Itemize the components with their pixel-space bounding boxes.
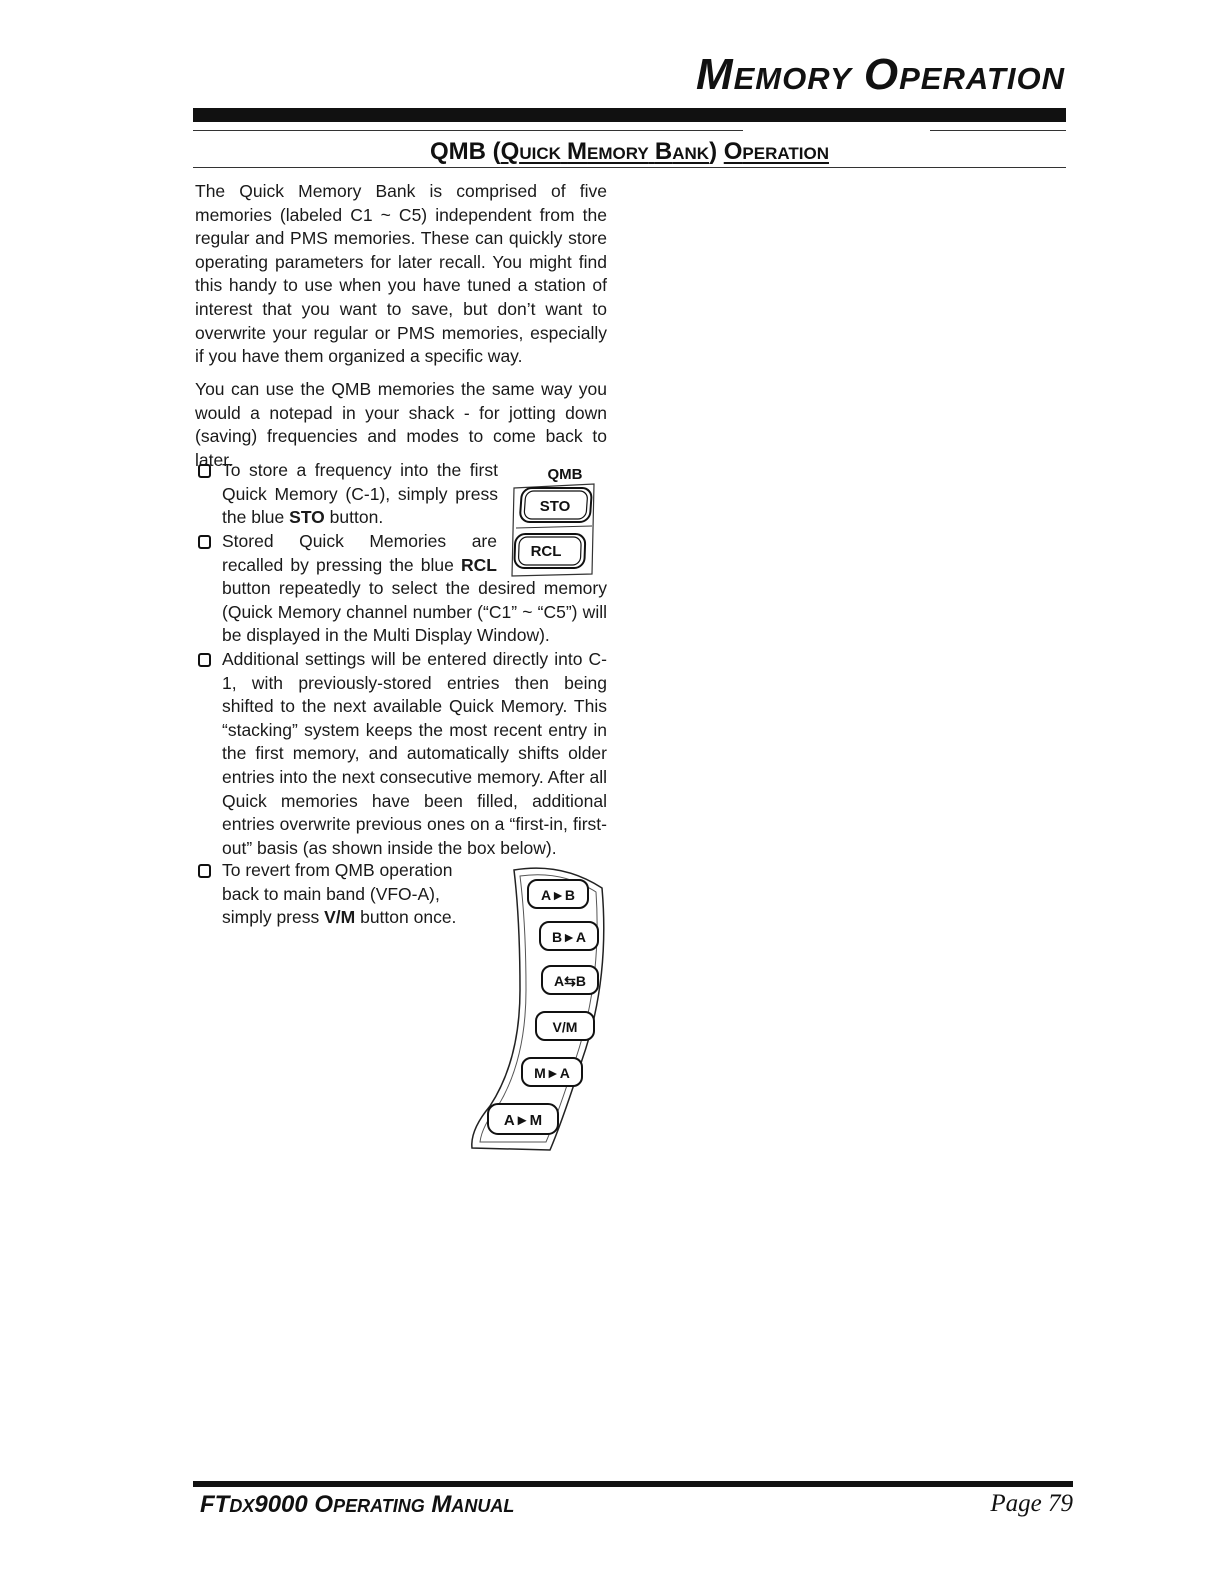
intro-paragraph-1: The Quick Memory Bank is comprised of five memories (labeled C1 ~ C5) independent from the regular and PMS memories. These can quickly store operating parameters for later recall. You might find this handy to use when you have tuned a station of interest that you want to save, but don’t want to overwrite your regular or PMS memories, especially if you have them organized a specific way.	[195, 181, 607, 367]
section-title-part: UICK	[519, 144, 561, 163]
footer-title-part: O	[314, 1491, 334, 1518]
footer-title-part: DX	[229, 1496, 255, 1516]
bullet-text: button once.	[355, 907, 457, 928]
bullet-text: button.	[324, 507, 384, 528]
m-to-a-button[interactable]	[522, 1058, 582, 1086]
bullet-box-icon	[198, 535, 211, 549]
qmb-label: QMB	[547, 466, 583, 483]
footer-rule	[193, 1481, 1073, 1487]
header-thin-rule	[193, 130, 743, 131]
footer-title-part: ANUAL	[451, 1496, 515, 1516]
m-to-a-button-label: M►A	[534, 1065, 570, 1081]
divider	[516, 526, 592, 528]
header-title-part: O	[863, 50, 900, 99]
qmb-panel-illustration	[500, 460, 610, 580]
section-title-part: EMORY	[587, 144, 649, 163]
rcl-button[interactable]	[514, 534, 585, 568]
footer-manual-title	[200, 1491, 514, 1519]
intro-paragraph-2: You can use the QMB memories the same way you would a notepad in your shack - for jotting down (saving) frequencies and modes to come back to later.	[195, 379, 607, 470]
bullet-store	[222, 459, 498, 530]
section-title-part: Q	[500, 138, 520, 165]
bullet-box-icon	[198, 464, 211, 478]
sto-button-label: STO	[539, 498, 571, 515]
section-title-part: M	[567, 138, 588, 165]
footer-title-part: M	[424, 1491, 452, 1518]
bullet-box-icon	[198, 864, 211, 878]
page-number: Page 79	[990, 1490, 1073, 1517]
section-title-part: O	[723, 138, 743, 165]
rcl-button-label: RCL	[530, 543, 562, 560]
page-header-title	[696, 50, 1065, 100]
header-title-part: PERATION	[899, 61, 1065, 96]
bullet-text: Stored Quick Memories are recalled by pressing the blue	[222, 531, 497, 575]
vfo-button-panel-illustration	[462, 860, 612, 1155]
a-swap-b-button[interactable]	[542, 966, 598, 994]
footer-title-part: FT	[200, 1491, 230, 1518]
header-rule	[193, 108, 1066, 122]
bullet-revert	[222, 859, 462, 930]
bullet-box-icon	[198, 653, 211, 667]
a-to-m-button-label: A►M	[503, 1112, 543, 1129]
section-title-part: QMB (	[430, 138, 501, 165]
v-m-button[interactable]	[536, 1012, 594, 1040]
bullet-text: To store a frequency into the first Quick Memory (C-1), simply press the blue	[222, 460, 498, 528]
a-swap-b-button-label: A⇆B	[554, 973, 586, 989]
a-to-b-button-label: A►B	[540, 887, 576, 903]
header-title-part: EMORY	[733, 61, 852, 96]
section-title	[0, 138, 1221, 166]
header-title-part: M	[695, 50, 734, 99]
header-thin-rule	[930, 130, 1066, 131]
a-to-m-button[interactable]	[488, 1104, 558, 1134]
bullet-stacking: Additional settings will be entered directly into C-1, with previously-stored entries then being shifted to the next available Quick Memory. This “stacking” system keeps the most recent entry in the first memory, and automatically shifts older entries into the next consecutive memory. After all Quick memories have been filled, additional entries overwrite previous ones on a “first-in, first-out” basis (as shown inside the box below).	[222, 649, 607, 858]
section-title-part: )	[709, 138, 724, 165]
bullet-text: To revert from QMB operation back to main band (VFO-A), simply press	[222, 860, 453, 928]
a-to-b-button[interactable]	[528, 880, 588, 908]
footer-title-part: 9000	[254, 1491, 315, 1518]
key-name: STO	[289, 507, 325, 528]
sto-button[interactable]	[520, 488, 592, 522]
key-name: V/M	[324, 907, 356, 928]
key-name: RCL	[461, 554, 497, 575]
section-title-part: B	[654, 138, 673, 165]
v-m-button-label: V/M	[552, 1019, 578, 1035]
section-title-part: PERATION	[742, 144, 829, 163]
section-title-part: ANK	[672, 144, 710, 163]
b-to-a-button[interactable]	[540, 922, 598, 950]
b-to-a-button-label: B►A	[551, 929, 587, 945]
bullet-text: button repeatedly to select the desired memory (Quick Memory channel number (“C1” ~ “C5”) will be displayed in the Multi Display Window).	[222, 578, 607, 646]
section-rule	[193, 167, 1066, 168]
vfo-panel-inner-outline	[480, 875, 597, 1142]
footer-title-part: PERATING	[333, 1496, 425, 1516]
